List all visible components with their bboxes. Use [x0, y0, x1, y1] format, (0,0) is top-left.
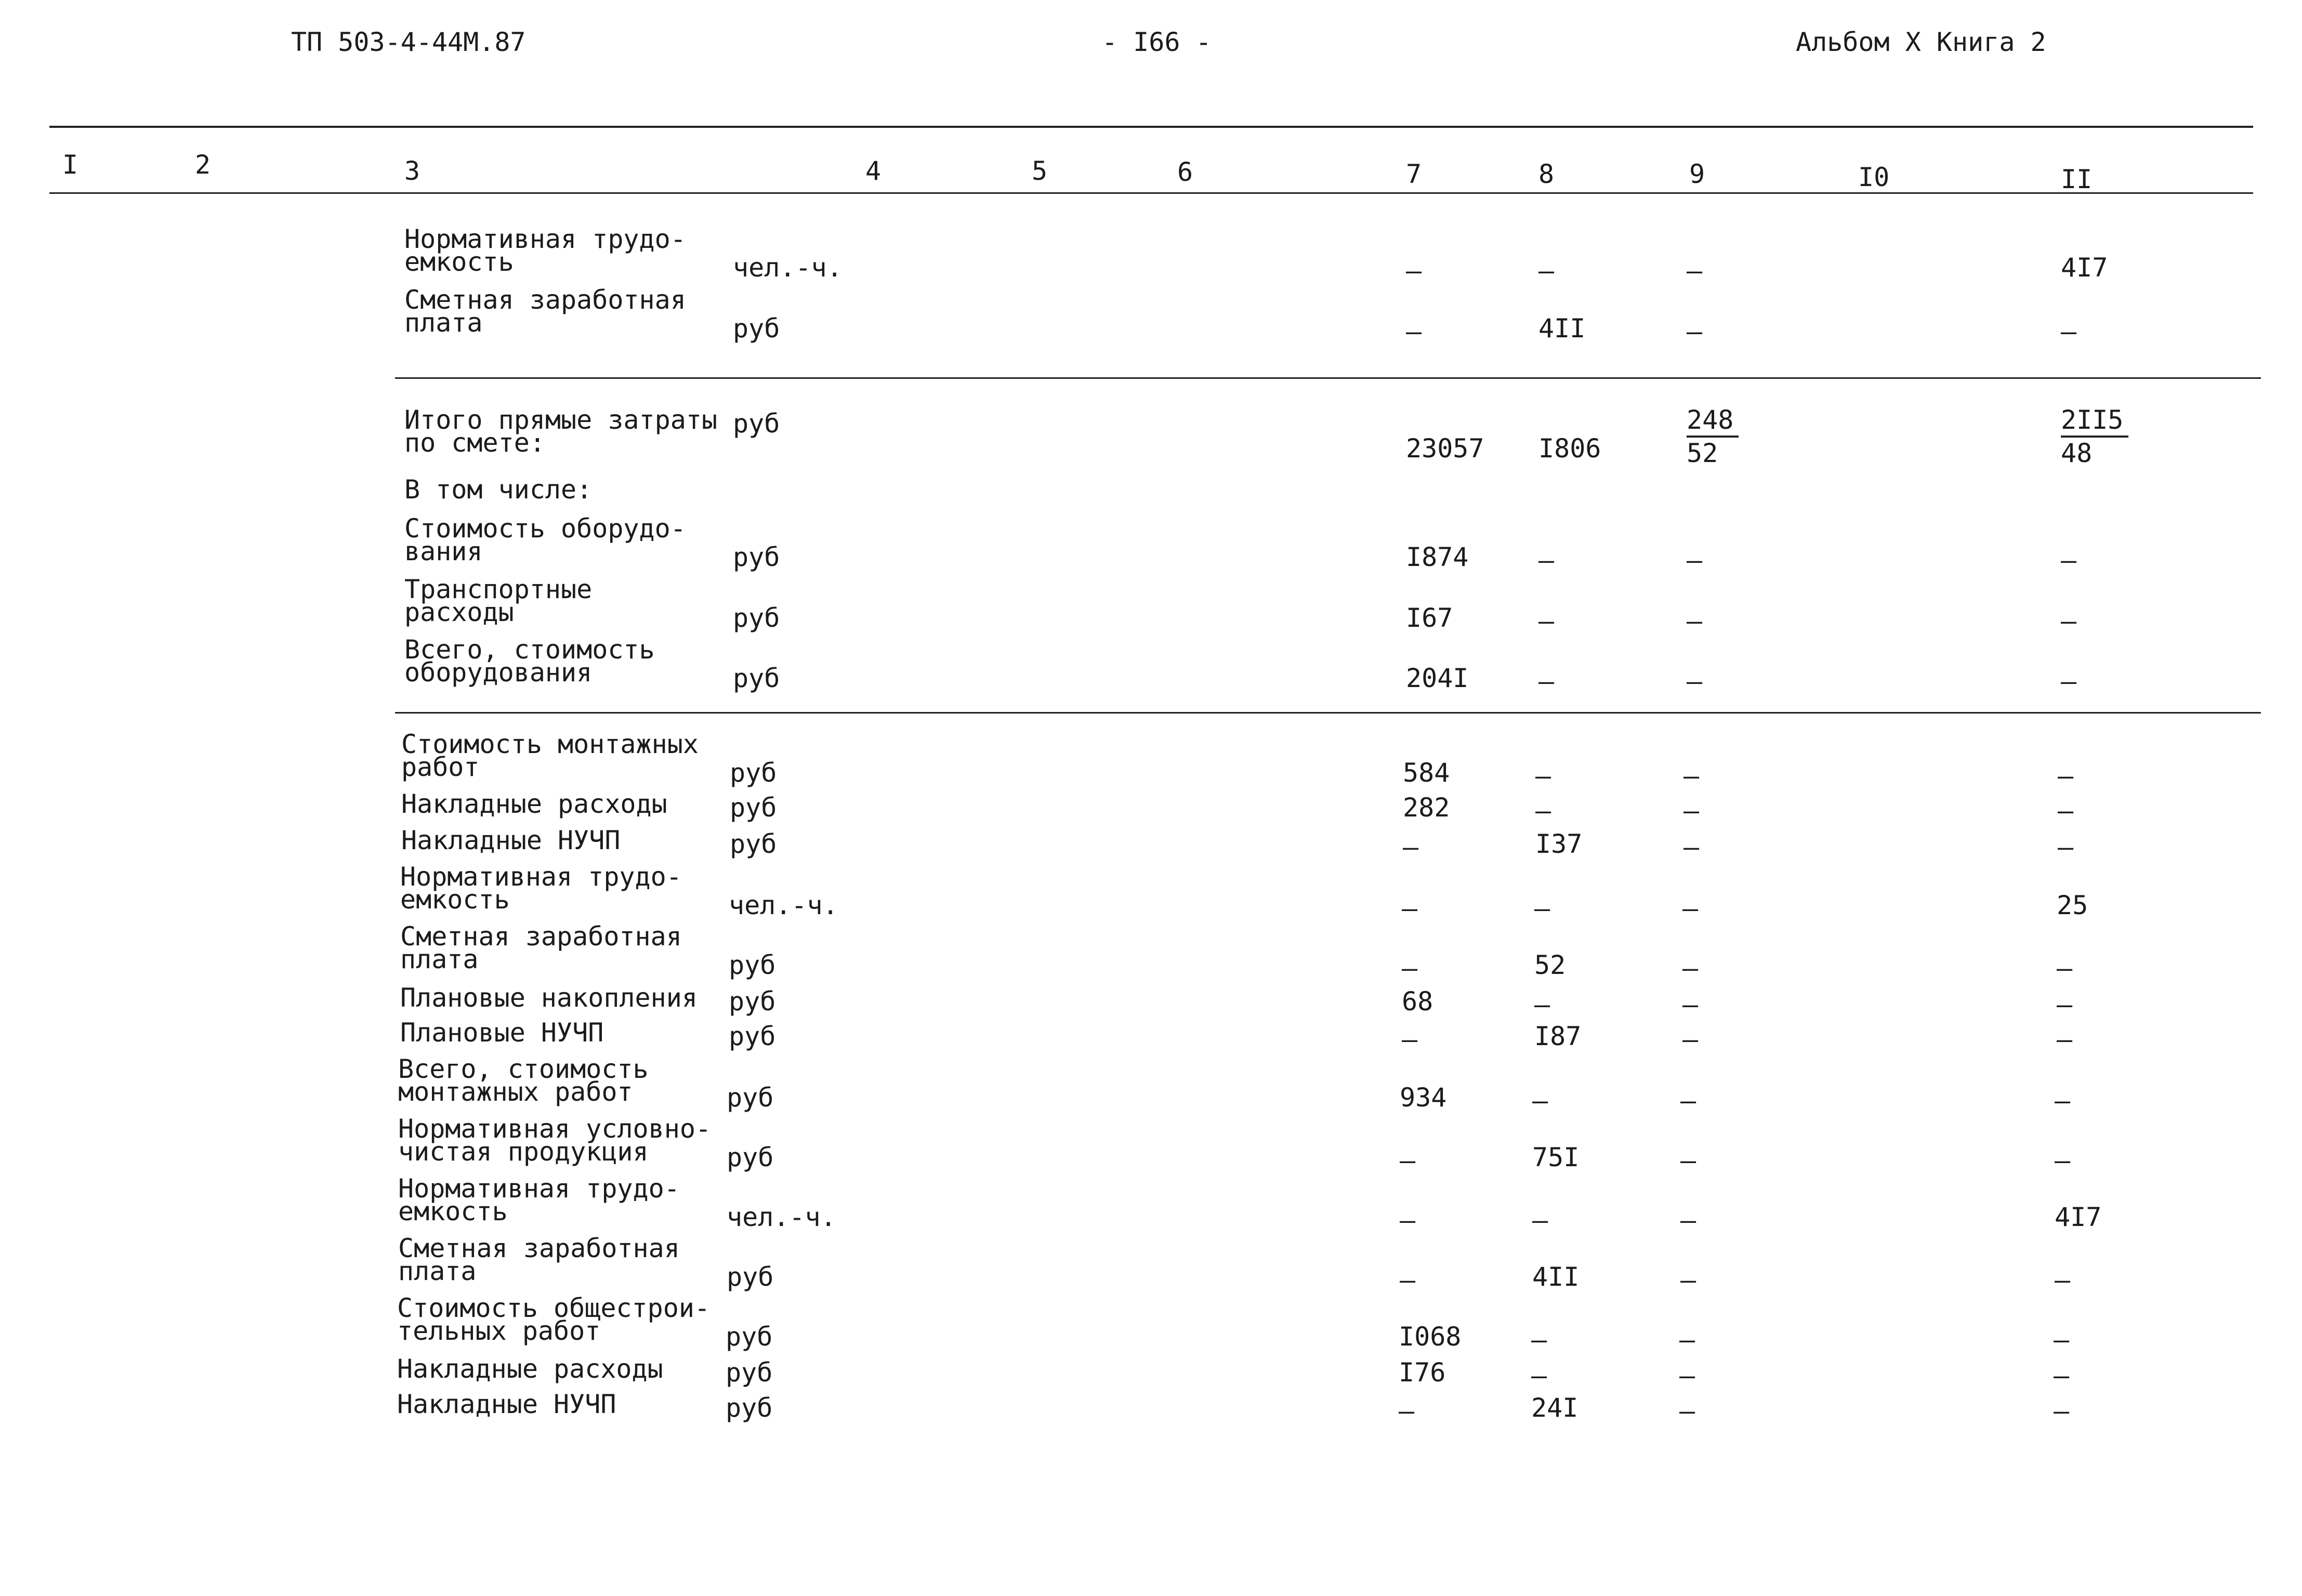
value-column-8: –: [1532, 1086, 1548, 1116]
table-row: [0, 921, 2302, 987]
value-column-11: –: [2058, 832, 2074, 862]
value-column-7: I068: [1399, 1322, 1462, 1352]
value-column-9: –: [1687, 545, 1703, 575]
value-column-11: –: [2057, 990, 2073, 1020]
table-row: [0, 405, 2302, 471]
column-number-4: 4: [865, 156, 882, 186]
value-column-8: –: [1531, 1361, 1547, 1391]
row-unit: руб: [726, 1322, 773, 1352]
value-column-11: 25: [2057, 890, 2088, 920]
value-column-7: –: [1400, 1265, 1416, 1295]
value-column-8: –: [1532, 1205, 1548, 1235]
row-item-name: [404, 224, 686, 277]
row-unit: чел.-ч.: [727, 1202, 836, 1232]
column-number-7: 7: [1406, 159, 1422, 189]
row-unit: руб: [729, 1021, 776, 1051]
value-column-11: –: [2055, 1145, 2071, 1176]
table-row: [0, 1114, 2302, 1180]
value-column-7: –: [1403, 832, 1419, 862]
value-column-9: –: [1682, 990, 1699, 1020]
row-item-name-line: плата: [400, 944, 479, 974]
column-number-6: 6: [1177, 157, 1193, 187]
value-column-11: –: [2054, 1325, 2070, 1355]
row-item-name-line: плата: [398, 1256, 477, 1286]
table-row: [0, 862, 2302, 928]
value-column-7: –: [1406, 316, 1422, 347]
row-unit: руб: [733, 313, 780, 344]
row-unit: руб: [726, 1357, 773, 1388]
value-column-11: –: [2057, 1024, 2073, 1054]
value-column-11: –: [2061, 545, 2077, 575]
value-column-11: –: [2058, 796, 2074, 826]
row-item-name-line: Сметная заработная: [404, 285, 686, 315]
document-code: ТП 503-4-44М.87: [291, 27, 526, 57]
table-row: [0, 285, 2302, 351]
row-unit: руб: [729, 986, 776, 1017]
value-column-8: 4II: [1532, 1262, 1580, 1292]
row-item-name: [398, 1114, 712, 1167]
value-column-9: –: [1679, 1361, 1695, 1391]
row-item-name-line: Стоимость монтажных: [401, 729, 699, 759]
row-item-name: [400, 1018, 604, 1048]
value-column-11: –: [2055, 1086, 2071, 1116]
row-item-name: [397, 1354, 663, 1384]
value-column-7: 584: [1403, 758, 1450, 788]
row-item-name: [404, 405, 718, 458]
row-item-name-line: Сметная заработная: [400, 921, 682, 952]
row-item-name: [398, 1054, 649, 1107]
row-unit: чел.-ч.: [733, 253, 843, 283]
column-number-11: II: [2061, 164, 2093, 194]
table-row: [0, 1293, 2302, 1359]
row-unit: руб: [733, 663, 780, 693]
table-row: [0, 1054, 2302, 1120]
row-item-name-line: Накладные НУЧП: [397, 1389, 616, 1419]
row-item-name: [398, 1173, 680, 1226]
section-rule-2: [395, 712, 2261, 714]
row-item-name: [397, 1389, 616, 1419]
section-rule-1: [395, 377, 2261, 379]
row-item-name-line: Всего, стоимость: [398, 1054, 649, 1084]
value-column-7: –: [1406, 256, 1422, 286]
row-item-name-line: плата: [404, 308, 483, 338]
row-unit: руб: [730, 758, 777, 788]
row-item-name-line: емкость: [398, 1196, 508, 1226]
value-column-8: 4II: [1538, 313, 1586, 344]
fraction-numerator: 2II5: [2061, 404, 2128, 438]
row-item-name-line: Нормативная трудо-: [398, 1173, 680, 1204]
value-column-7: 204I: [1406, 663, 1469, 693]
table-row: [0, 1173, 2302, 1239]
row-item-name-line: расходы: [404, 597, 514, 627]
row-item-name: [400, 921, 682, 974]
row-item-name: [397, 1293, 711, 1346]
value-column-8: 52: [1534, 950, 1566, 980]
column-header-rule: [49, 192, 2253, 194]
row-item-name-line: Накладные НУЧП: [401, 825, 621, 855]
value-column-7: –: [1399, 1396, 1415, 1426]
row-unit: чел.-ч.: [729, 890, 838, 920]
value-column-11: –: [2058, 761, 2074, 791]
column-number-1: I: [62, 150, 78, 180]
table-row: [0, 1233, 2302, 1299]
fraction-denominator: 52: [1687, 438, 1718, 468]
value-column-8: –: [1538, 606, 1555, 636]
value-column-11: 4I7: [2055, 1202, 2102, 1232]
row-unit: руб: [729, 950, 776, 980]
value-column-9: –: [1687, 316, 1703, 347]
row-item-name: [401, 825, 621, 855]
value-column-8: 75I: [1532, 1142, 1580, 1172]
table-row: [0, 729, 2302, 795]
value-column-11: 4I7: [2061, 253, 2108, 283]
table-row: [0, 635, 2302, 701]
row-item-name-line: емкость: [404, 247, 514, 277]
row-item-name-line: оборудования: [404, 657, 593, 688]
table-row: [0, 1389, 2302, 1455]
value-column-7: 934: [1400, 1083, 1447, 1113]
fraction-numerator: 248: [1687, 404, 1739, 438]
row-item-name: [401, 789, 667, 819]
row-item-name-line: по смете:: [404, 428, 545, 458]
row-item-name-line: Итого прямые затраты: [404, 405, 718, 435]
value-column-9: –: [1680, 1145, 1696, 1176]
value-column-9: –: [1687, 666, 1703, 696]
row-item-name-line: вания: [404, 536, 483, 566]
value-column-11: –: [2057, 953, 2073, 983]
row-item-name: [398, 1233, 680, 1286]
value-column-8: I87: [1534, 1021, 1582, 1051]
row-item-name-line: монтажных работ: [398, 1077, 633, 1107]
page-number: - I66 -: [1102, 27, 1212, 57]
row-item-name-line: В том числе:: [404, 474, 593, 505]
row-unit: руб: [727, 1083, 774, 1113]
value-column-8: 24I: [1531, 1393, 1578, 1423]
row-item-name-line: работ: [401, 752, 480, 782]
value-column-9: –: [1682, 1024, 1699, 1054]
value-column-9: –: [1687, 256, 1703, 286]
row-item-name-line: Нормативная трудо-: [400, 862, 682, 892]
value-column-9: –: [1679, 1325, 1695, 1355]
top-rule: [49, 126, 2253, 128]
value-column-7: I874: [1406, 542, 1469, 572]
row-unit: руб: [733, 408, 780, 439]
table-row: [0, 513, 2302, 579]
row-item-name: [404, 474, 593, 505]
row-item-name-line: Плановые НУЧП: [400, 1018, 604, 1048]
value-column-7: –: [1402, 953, 1418, 983]
value-column-11: –: [2061, 316, 2077, 347]
value-column-7: 23057: [1406, 433, 1484, 464]
row-item-name-line: Нормативная трудо-: [404, 224, 686, 254]
value-column-9: –: [1680, 1265, 1696, 1295]
value-column-9: –: [1679, 1396, 1695, 1426]
row-item-name-line: тельных работ: [397, 1316, 601, 1346]
row-unit: руб: [733, 603, 780, 633]
row-unit: руб: [733, 542, 780, 572]
value-column-7: 282: [1403, 793, 1450, 823]
row-item-name-line: емкость: [400, 885, 510, 915]
album-book-label: Альбом X Книга 2: [1796, 27, 2046, 57]
row-item-name-line: Плановые накопления: [400, 983, 698, 1013]
value-column-9: –: [1683, 796, 1700, 826]
value-column-9: –: [1680, 1205, 1696, 1235]
value-column-11: –: [2055, 1265, 2071, 1295]
value-column-11: –: [2054, 1361, 2070, 1391]
column-number-2: 2: [195, 150, 211, 180]
value-column-8: –: [1534, 990, 1550, 1020]
value-column-9: –: [1682, 893, 1699, 924]
value-column-8: –: [1535, 796, 1551, 826]
row-item-name-line: Накладные расходы: [397, 1354, 663, 1384]
row-item-name-line: чистая продукция: [398, 1137, 649, 1167]
value-column-8: I806: [1538, 433, 1601, 464]
row-item-name: [400, 862, 682, 915]
column-number-10: I0: [1858, 162, 1890, 192]
table-row: [0, 574, 2302, 640]
row-unit: руб: [730, 793, 777, 823]
value-column-9: –: [1680, 1086, 1696, 1116]
row-unit: руб: [727, 1142, 774, 1172]
value-column-7: 68: [1402, 986, 1433, 1017]
row-item-name: [400, 983, 698, 1013]
row-item-name: [401, 729, 699, 782]
row-item-name-line: Нормативная условно-: [398, 1114, 712, 1144]
column-number-5: 5: [1032, 156, 1048, 186]
fraction-denominator: 48: [2061, 438, 2093, 468]
row-unit: руб: [730, 829, 777, 859]
row-item-name-line: Всего, стоимость: [404, 635, 655, 665]
row-item-name-line: Накладные расходы: [401, 789, 667, 819]
column-number-3: 3: [404, 156, 420, 186]
value-column-11: –: [2061, 606, 2077, 636]
row-item-name: [404, 513, 686, 566]
value-column-8: –: [1531, 1325, 1547, 1355]
value-column-7: I76: [1399, 1357, 1446, 1388]
value-column-8: –: [1538, 666, 1555, 696]
value-column-7: –: [1400, 1205, 1416, 1235]
value-column-9: –: [1682, 953, 1699, 983]
fraction-value-column-11: [2061, 404, 2128, 469]
column-number-9: 9: [1689, 159, 1705, 189]
value-column-8: –: [1535, 761, 1551, 791]
row-item-name-line: Стоимость оборудо-: [404, 513, 686, 544]
row-item-name-line: Сметная заработная: [398, 1233, 680, 1263]
value-column-8: –: [1538, 256, 1555, 286]
column-number-8: 8: [1538, 159, 1555, 189]
value-column-11: –: [2054, 1396, 2070, 1426]
value-column-7: I67: [1406, 603, 1453, 633]
row-unit: руб: [727, 1262, 774, 1292]
value-column-9: –: [1683, 761, 1700, 791]
row-item-name: [404, 635, 655, 688]
value-column-11: –: [2061, 666, 2077, 696]
value-column-7: –: [1400, 1145, 1416, 1176]
row-item-name-line: Транспортные: [404, 574, 593, 604]
value-column-9: –: [1687, 606, 1703, 636]
value-column-9: –: [1683, 832, 1700, 862]
row-item-name: [404, 285, 686, 338]
table-row: [0, 224, 2302, 290]
value-column-7: –: [1402, 893, 1418, 924]
row-item-name: [404, 574, 593, 627]
value-column-7: –: [1402, 1024, 1418, 1054]
fraction-value-column-9: [1687, 404, 1739, 469]
row-item-name-line: Стоимость общестрои-: [397, 1293, 711, 1323]
value-column-8: –: [1534, 893, 1550, 924]
value-column-8: I37: [1535, 829, 1583, 859]
value-column-8: –: [1538, 545, 1555, 575]
row-unit: руб: [726, 1393, 773, 1423]
